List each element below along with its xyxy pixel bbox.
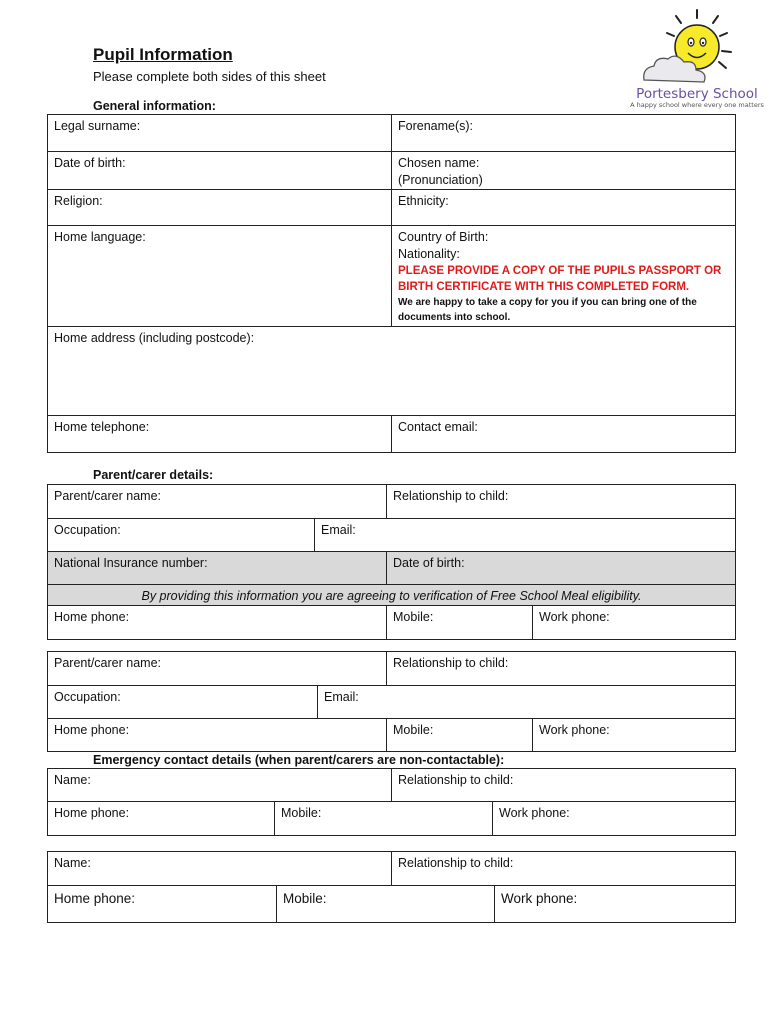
parent-1-table	[47, 484, 736, 640]
emergency-2-mobile-field[interactable]	[277, 886, 495, 923]
relationship-label: Relationship to child:	[398, 773, 514, 787]
emergency-heading: Emergency contact details (when parent/carers are non-contactable):	[93, 753, 505, 767]
general-info-table	[47, 114, 736, 453]
country-of-birth-field[interactable]	[392, 226, 736, 327]
parent-1-email-field[interactable]	[315, 519, 736, 552]
parent-2-work-phone-field[interactable]	[533, 719, 736, 752]
logo-tagline: A happy school where every one matters	[630, 101, 764, 109]
ethnicity-label: Ethnicity:	[398, 194, 449, 208]
home-phone-label: Home phone:	[54, 806, 130, 820]
parent-2-mobile-field[interactable]	[387, 719, 533, 752]
emergency-name-label: Name:	[54, 856, 91, 870]
contact-email-label: Contact email:	[398, 420, 478, 434]
logo-school-name: Portesbery School	[636, 86, 758, 102]
general-info-heading: General information:	[93, 99, 216, 113]
chosen-name-label: Chosen name:	[398, 156, 480, 170]
contact-email-field[interactable]	[392, 416, 736, 453]
emergency-2-home-phone-field[interactable]	[48, 886, 277, 923]
home-phone-label: Home phone:	[54, 723, 130, 737]
legal-surname-label: Legal surname:	[54, 119, 141, 133]
emergency-1-name-field[interactable]	[48, 769, 392, 802]
religion-field[interactable]	[48, 190, 392, 226]
parent-2-relationship-field[interactable]	[387, 652, 736, 686]
parent-1-mobile-field[interactable]	[387, 606, 533, 640]
emergency-1-mobile-field[interactable]	[275, 802, 493, 836]
country-of-birth-label: Country of Birth:	[398, 230, 489, 244]
emergency-2-name-field[interactable]	[48, 852, 392, 886]
religion-label: Religion:	[54, 194, 103, 208]
home-telephone-label: Home telephone:	[54, 420, 150, 434]
copy-note: We are happy to take a copy for you if you can bring one of the documents into school.	[398, 297, 697, 323]
mobile-label: Mobile:	[393, 610, 434, 624]
emergency-1-home-phone-field[interactable]	[48, 802, 275, 836]
school-logo	[630, 6, 764, 110]
home-phone-label: Home phone:	[54, 610, 130, 624]
emergency-2-relationship-field[interactable]	[392, 852, 736, 886]
mobile-label: Mobile:	[281, 806, 322, 820]
home-address-label: Home address (including postcode):	[54, 331, 255, 345]
emergency-1-table	[47, 768, 736, 836]
page-title: Pupil Information	[93, 45, 233, 64]
parent-dob-label: Date of birth:	[393, 556, 465, 570]
emergency-1-work-phone-field[interactable]	[493, 802, 736, 836]
dob-field[interactable]	[48, 152, 392, 190]
sun-cloud-icon	[636, 6, 758, 90]
work-phone-label: Work phone:	[499, 806, 570, 820]
parent-2-email-field[interactable]	[318, 686, 736, 719]
parent-2-home-phone-field[interactable]	[48, 719, 387, 752]
parent-1-occupation-field[interactable]	[48, 519, 315, 552]
work-phone-label: Work phone:	[501, 891, 578, 906]
home-language-label: Home language:	[54, 230, 146, 244]
parent-1-work-phone-field[interactable]	[533, 606, 736, 640]
forenames-label: Forename(s):	[398, 119, 474, 133]
home-telephone-field[interactable]	[48, 416, 392, 453]
nationality-label: Nationality:	[398, 247, 460, 261]
emergency-1-relationship-field[interactable]	[392, 769, 736, 802]
parent-2-table	[47, 651, 736, 752]
ethnicity-field[interactable]	[392, 190, 736, 226]
occupation-label: Occupation:	[54, 523, 121, 537]
page-subtitle: Please complete both sides of this sheet	[93, 69, 326, 84]
parent-name-label: Parent/carer name:	[54, 489, 161, 503]
occupation-label: Occupation:	[54, 690, 121, 704]
legal-surname-field[interactable]	[48, 115, 392, 152]
emergency-2-table	[47, 851, 736, 923]
parent-1-name-field[interactable]	[48, 485, 387, 519]
fsm-notice: By providing this information you are agreeing to verification of Free School Meal eligibility.	[48, 585, 736, 606]
emergency-2-work-phone-field[interactable]	[495, 886, 736, 923]
home-phone-label: Home phone:	[54, 891, 136, 906]
parent-2-occupation-field[interactable]	[48, 686, 318, 719]
passport-notice: PLEASE PROVIDE A COPY OF THE PUPILS PASSPORT OR BIRTH CERTIFICATE WITH THIS COMPLETED FORM.	[398, 265, 722, 293]
home-language-field[interactable]	[48, 226, 392, 327]
work-phone-label: Work phone:	[539, 723, 610, 737]
forenames-field[interactable]	[392, 115, 736, 152]
ni-number-label: National Insurance number:	[54, 556, 208, 570]
parent-name-label: Parent/carer name:	[54, 656, 161, 670]
emergency-name-label: Name:	[54, 773, 91, 787]
ni-number-field[interactable]	[48, 552, 387, 585]
dob-label: Date of birth:	[54, 156, 126, 170]
chosen-name-field[interactable]	[392, 152, 736, 190]
mobile-label: Mobile:	[283, 891, 327, 906]
work-phone-label: Work phone:	[539, 610, 610, 624]
relationship-label: Relationship to child:	[393, 656, 509, 670]
relationship-label: Relationship to child:	[393, 489, 509, 503]
parent-1-relationship-field[interactable]	[387, 485, 736, 519]
parent-2-name-field[interactable]	[48, 652, 387, 686]
mobile-label: Mobile:	[393, 723, 434, 737]
parent-1-home-phone-field[interactable]	[48, 606, 387, 640]
parent-1-dob-field[interactable]	[387, 552, 736, 585]
email-label: Email:	[324, 690, 359, 704]
parent-details-heading: Parent/carer details:	[93, 468, 214, 482]
pronunciation-label: (Pronunciation)	[398, 173, 483, 187]
email-label: Email:	[321, 523, 356, 537]
relationship-label: Relationship to child:	[398, 856, 514, 870]
home-address-field[interactable]	[48, 327, 736, 416]
